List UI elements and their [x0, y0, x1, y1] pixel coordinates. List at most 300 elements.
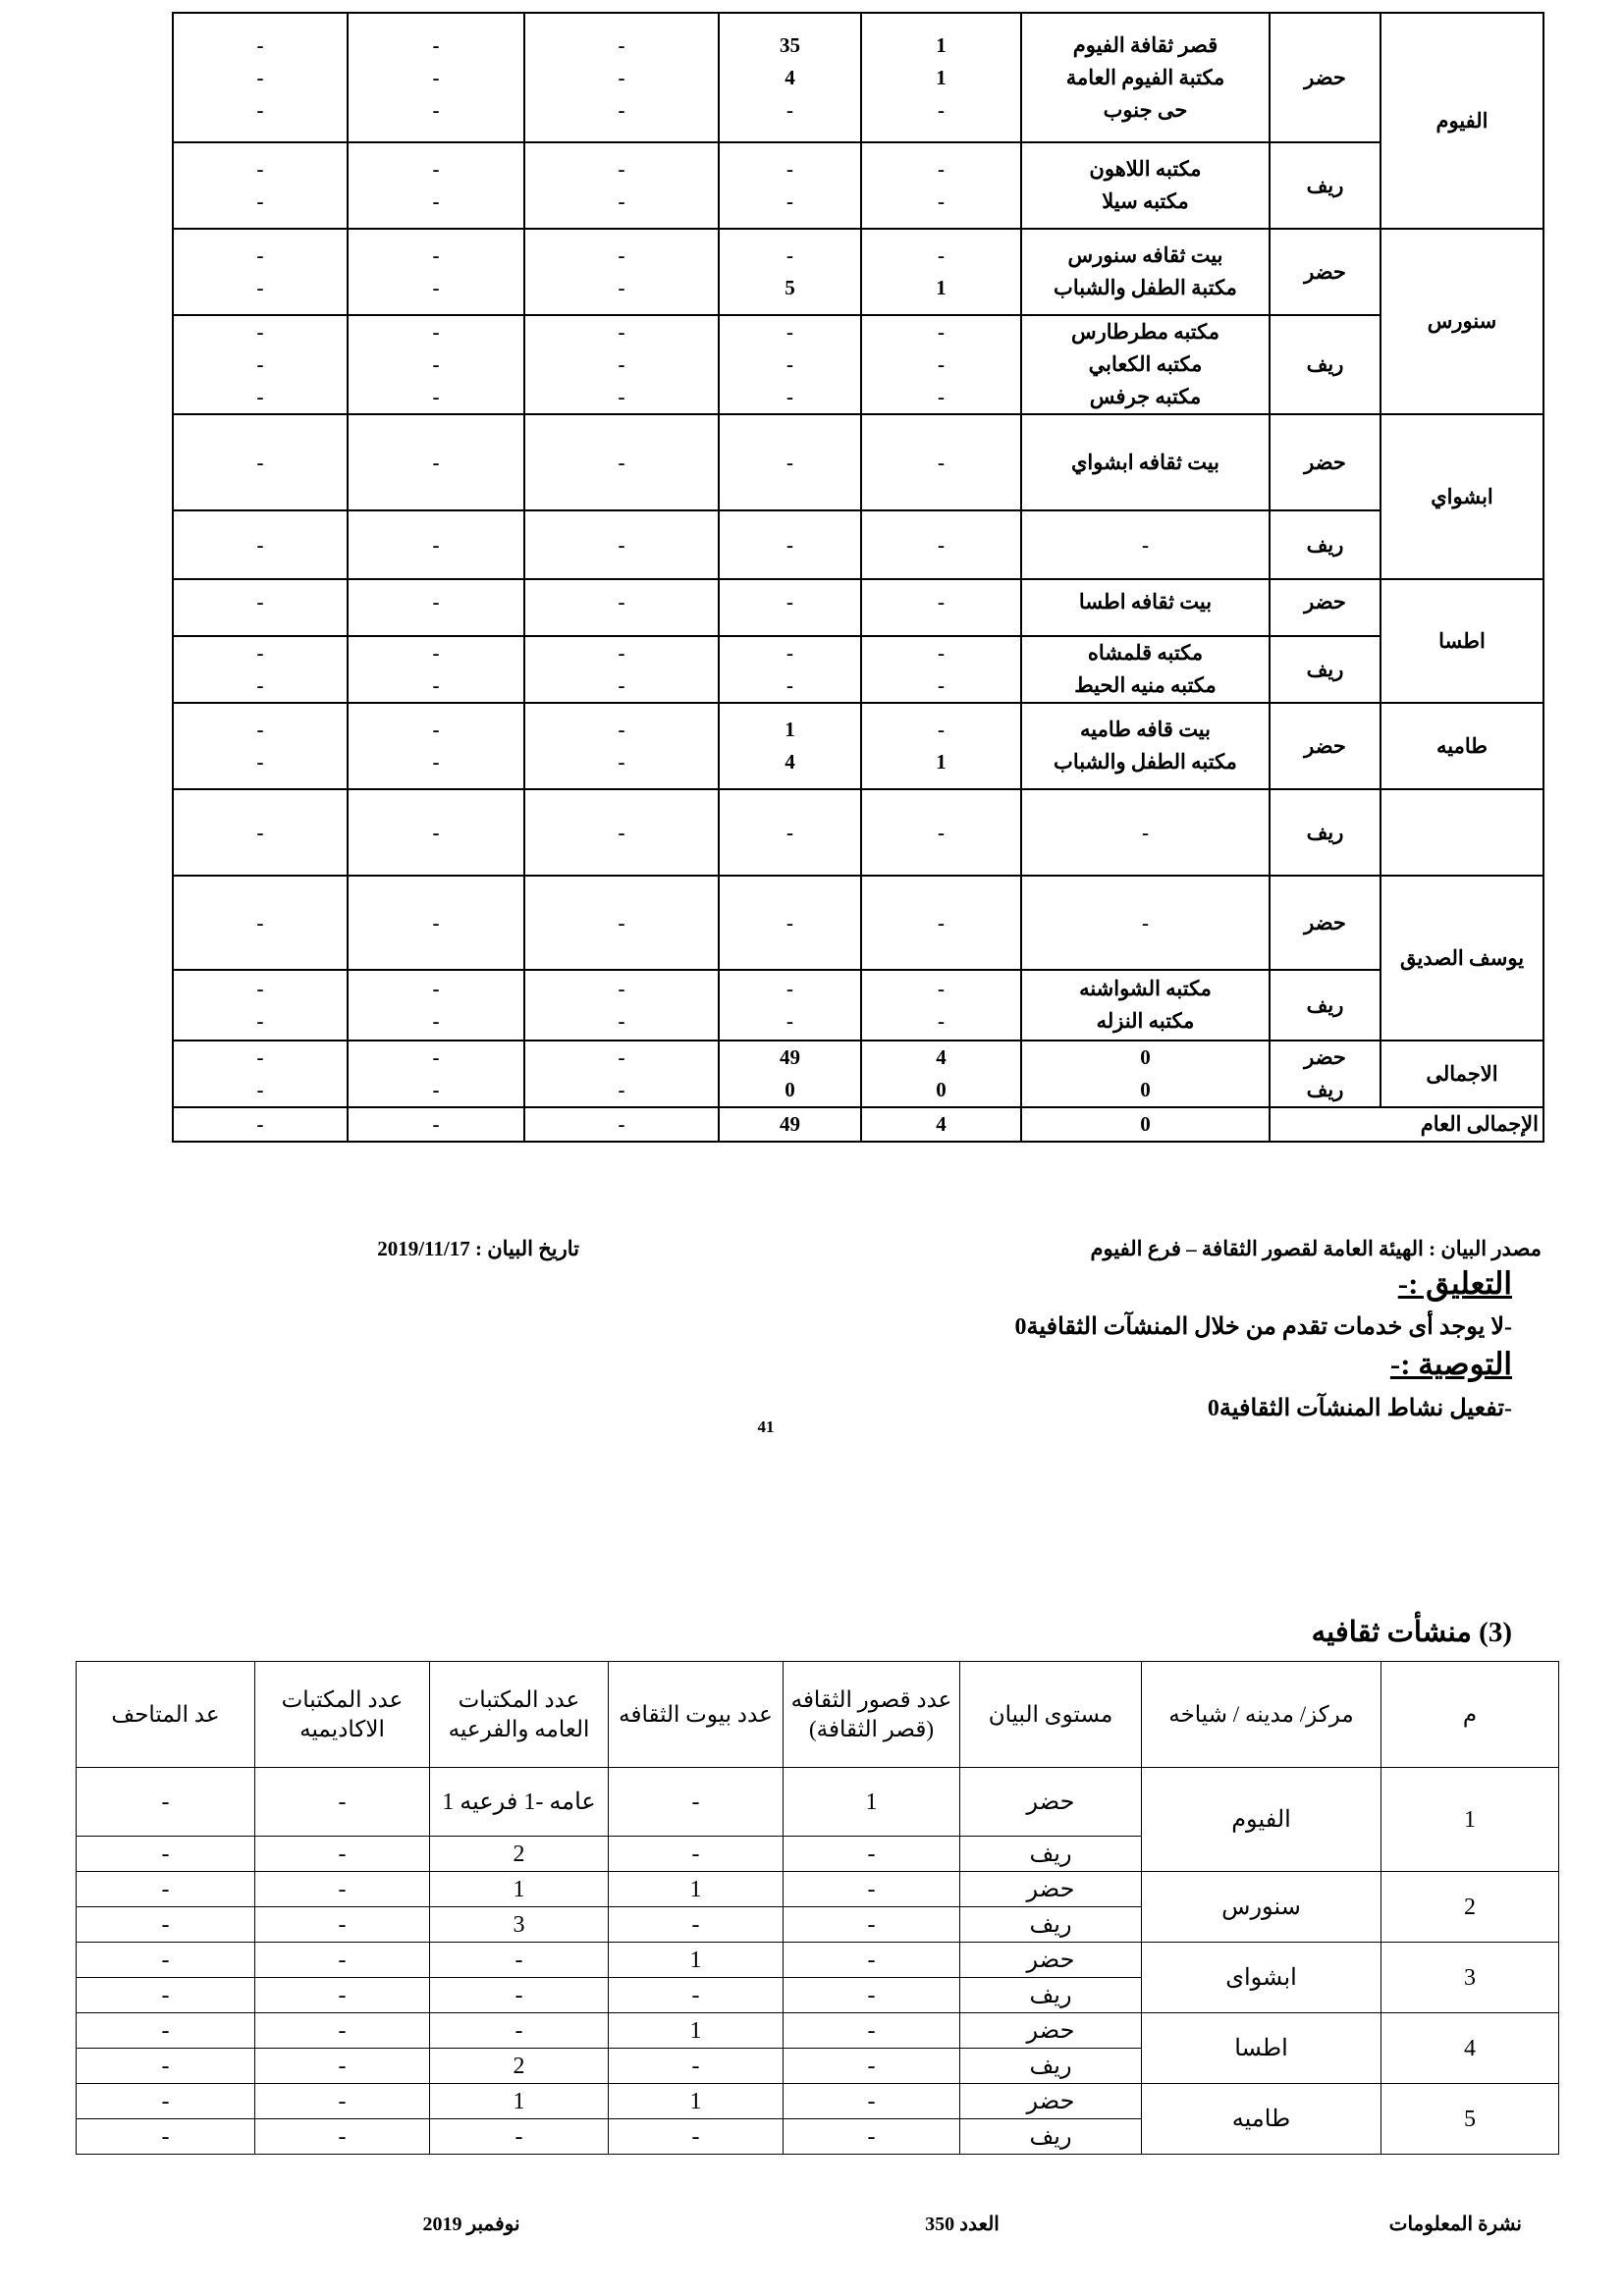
facility-name: مكتبه النزله [1096, 1009, 1195, 1033]
cell-value: - [432, 276, 440, 299]
cell-value: - [256, 1009, 264, 1033]
table2-title: (3) منشأت ثقافيه [1311, 1617, 1512, 1648]
cell-value: - [256, 385, 264, 408]
total-value: - [618, 1078, 625, 1101]
col2-value [719, 315, 861, 414]
cell-value: 4 [785, 750, 795, 774]
total-value: 0 [1140, 1078, 1151, 1101]
facility-name: - [1142, 532, 1149, 557]
table-row [173, 414, 1543, 510]
facility-name: - [1142, 820, 1149, 844]
culture-houses-count: - [609, 1837, 784, 1872]
cell-value: - [618, 97, 625, 122]
cell-value: - [618, 157, 625, 181]
data-level: حضر [960, 1768, 1142, 1837]
cell-value: - [786, 243, 793, 267]
col5-value [173, 414, 348, 510]
row-number: 2 [1381, 1872, 1559, 1943]
museums-count: - [77, 1978, 255, 2013]
cell-value: - [786, 97, 793, 122]
cell-value: - [432, 320, 440, 344]
cell-value: - [432, 718, 440, 741]
col2-value [719, 876, 861, 970]
total-value: - [618, 1045, 625, 1069]
col1-value [861, 876, 1021, 970]
cell-value: - [786, 1009, 793, 1033]
col4-value [348, 229, 524, 315]
col5-value [173, 876, 348, 970]
data-level: ريف [960, 1978, 1142, 2013]
col3-value [524, 13, 719, 142]
cell-value: - [786, 910, 793, 934]
cell-value: - [786, 320, 793, 344]
col5-value [173, 703, 348, 789]
grand-total-row [173, 1107, 1543, 1142]
public-libraries-count: 2 [430, 2049, 609, 2084]
col2-value [719, 142, 861, 229]
public-libraries-count: 1 عامه -1 فرعيه [430, 1768, 609, 1837]
cell-value: - [618, 532, 625, 557]
cell-value: - [256, 32, 264, 57]
facility-name: مكتبة الطفل والشباب [1054, 276, 1237, 299]
museums-count: - [77, 1872, 255, 1907]
col3-value [524, 510, 719, 579]
cell-value: 1 [936, 750, 947, 774]
district-name: ابشواى [1142, 1943, 1381, 2013]
cell-value: - [432, 65, 440, 89]
museums-count: - [77, 2049, 255, 2084]
total-value: 49 [780, 1045, 800, 1069]
comment-heading: التعليق :- [1397, 1266, 1512, 1301]
facility-names [1021, 510, 1270, 579]
culture-houses-count: 1 [609, 1872, 784, 1907]
facility-names [1021, 636, 1270, 703]
academic-libraries-count: - [255, 1872, 430, 1907]
col1-value [861, 1041, 1021, 1107]
district-name: طاميه [1142, 2084, 1381, 2155]
culture-palaces-count: - [784, 1978, 960, 2013]
public-libraries-count: - [430, 1943, 609, 1978]
cell-value: - [618, 320, 625, 344]
col2-value [719, 703, 861, 789]
recommendation-heading: التوصية :- [1389, 1347, 1512, 1381]
data-level: ريف [960, 1907, 1142, 1943]
cell-value: - [256, 65, 264, 89]
cell-value: - [432, 32, 440, 57]
header-number: م [1381, 1662, 1559, 1768]
museums-count: - [77, 2013, 255, 2049]
col5-value [173, 789, 348, 876]
facility-names [1021, 315, 1270, 414]
cell-value: - [938, 641, 945, 665]
cell-value: - [938, 820, 945, 844]
total-value: 0 [936, 1078, 947, 1101]
academic-libraries-count: - [255, 2049, 430, 2084]
culture-houses-count: 1 [609, 2013, 784, 2049]
cell-value: 1 [936, 276, 947, 299]
cell-value: - [786, 450, 793, 474]
academic-libraries-count: - [255, 2013, 430, 2049]
cell-value: - [938, 532, 945, 557]
total-level: ريف [1306, 1078, 1344, 1101]
data-level: ريف [1270, 789, 1380, 876]
cell-value: 1 [785, 718, 795, 741]
total-value: - [256, 1045, 264, 1069]
col1-value [861, 142, 1021, 229]
data-level: ريف [1270, 510, 1380, 579]
cell-value: - [256, 673, 264, 697]
header-museums: عد المتاحف [77, 1662, 255, 1768]
total-level: حضر [1304, 1045, 1346, 1069]
facility-names [1021, 229, 1270, 315]
cell-value: - [786, 673, 793, 697]
col4-value [348, 579, 524, 636]
culture-houses-count: - [609, 1978, 784, 2013]
academic-libraries-count: - [255, 1978, 430, 2013]
col3-value [524, 579, 719, 636]
culture-houses-count: 1 [609, 2084, 784, 2119]
museums-count: - [77, 1768, 255, 1837]
col5-value [173, 510, 348, 579]
row-number: 3 [1381, 1943, 1559, 2013]
table-row [173, 970, 1543, 1041]
data-level: ريف [960, 2049, 1142, 2084]
table-row [77, 1768, 1559, 1837]
cell-value: - [786, 157, 793, 181]
col1-value [861, 703, 1021, 789]
public-libraries-count: 3 [430, 1907, 609, 1943]
table-row [77, 1872, 1559, 1907]
district-name: يوسف الصديق [1380, 876, 1543, 1041]
cell-value: - [432, 641, 440, 665]
col3-value [524, 1041, 719, 1107]
col2-value [719, 1041, 861, 1107]
public-libraries-count: - [430, 1978, 609, 2013]
cell-value: - [256, 189, 264, 213]
cell-value: - [786, 189, 793, 213]
header-district: مركز/ مدينه / شياخه [1142, 1662, 1381, 1768]
cell-value: - [256, 641, 264, 665]
cell-value: - [432, 820, 440, 844]
cell-value: - [256, 590, 264, 614]
facility-name: مكتبه الطفل والشباب [1054, 750, 1237, 774]
culture-houses-count: - [609, 1907, 784, 1943]
cell-value: - [256, 718, 264, 741]
col4-value [348, 636, 524, 703]
cell-value: - [938, 189, 945, 213]
recommendation-text: -تفعيل نشاط المنشآت الثقافية0 [1207, 1396, 1512, 1421]
cell-value: - [432, 590, 440, 614]
cell-value: - [938, 590, 945, 614]
header-public-libraries: عدد المكتبات العامه والفرعيه [430, 1662, 609, 1768]
col3-value [524, 876, 719, 970]
cell-value: - [618, 189, 625, 213]
col1-value [861, 414, 1021, 510]
cell-value: - [938, 718, 945, 741]
data-date: تاريخ البيان : 2019/11/17 [377, 1237, 579, 1260]
col5-value [173, 315, 348, 414]
facility-names [1021, 414, 1270, 510]
cell-value: 5 [785, 276, 795, 299]
academic-libraries-count: - [255, 1907, 430, 1943]
table2-header-row [77, 1662, 1559, 1768]
cell-value: - [618, 243, 625, 267]
col1-value [861, 970, 1021, 1041]
cell-value: - [618, 352, 625, 376]
data-level: حضر [1270, 13, 1380, 142]
col3-value [524, 636, 719, 703]
col1-value [861, 229, 1021, 315]
cell-value: 1 [936, 32, 947, 57]
col4-value [348, 315, 524, 414]
col4-value [348, 970, 524, 1041]
header-culture-palaces: عدد قصور الثقافه (قصر الثقافة) [784, 1662, 960, 1768]
data-level: ريف [1270, 315, 1380, 414]
facility-name: قصر ثقافة الفيوم [1072, 32, 1218, 57]
table-row [173, 142, 1543, 229]
culture-palaces-count: 1 [784, 1768, 960, 1837]
district-name: سنورس [1380, 229, 1543, 414]
cell-value: - [938, 97, 945, 122]
cell-value: - [432, 532, 440, 557]
data-level: حضر [960, 1943, 1142, 1978]
museums-count: - [77, 1837, 255, 1872]
cell-value: - [256, 243, 264, 267]
col4-value [348, 510, 524, 579]
facility-name: بيت ثقافه سنورس [1067, 243, 1223, 267]
district-name: الفيوم [1380, 13, 1543, 229]
grand-total-label: الإجمالى العام [1270, 1107, 1543, 1142]
table-row [173, 13, 1543, 142]
facility-name: بيت ثقافه ابشواي [1071, 450, 1219, 474]
facility-names [1021, 142, 1270, 229]
col2-value [719, 636, 861, 703]
public-libraries-count: - [430, 2013, 609, 2049]
cell-value: - [432, 189, 440, 213]
cell-value: - [786, 385, 793, 408]
academic-libraries-count: - [255, 1837, 430, 1872]
cell-value: - [256, 352, 264, 376]
cell-value: - [256, 750, 264, 774]
col5-value [173, 1041, 348, 1107]
academic-libraries-count: - [255, 2119, 430, 2155]
data-level: ريف [960, 2119, 1142, 2155]
facility-names [1021, 970, 1270, 1041]
col5-value [173, 13, 348, 142]
facility-name: - [1142, 910, 1149, 934]
col1-value [861, 636, 1021, 703]
facility-name: مكتبه مطرطارس [1071, 320, 1219, 344]
footer-issue: العدد 350 [925, 2214, 1000, 2235]
grand-total-value: - [524, 1107, 719, 1142]
culture-palaces-count: - [784, 2084, 960, 2119]
total-value: - [432, 1078, 440, 1101]
museums-count: - [77, 1907, 255, 1943]
district-name: ابشواي [1380, 414, 1543, 579]
grand-total-value: - [173, 1107, 348, 1142]
data-level: حضر [1270, 876, 1380, 970]
cell-value: - [432, 750, 440, 774]
table-row [77, 2013, 1559, 2049]
col1-value [861, 510, 1021, 579]
culture-palaces-count: - [784, 2013, 960, 2049]
facility-name: مكتبه قلمشاه [1087, 641, 1204, 665]
facility-name: بيت ثقافه اطسا [1078, 590, 1213, 614]
cell-value: - [786, 352, 793, 376]
cell-value: - [618, 718, 625, 741]
col2-value [719, 414, 861, 510]
facility-names [1021, 13, 1270, 142]
cell-value: - [618, 977, 625, 1000]
cell-value: - [786, 590, 793, 614]
col4-value [348, 142, 524, 229]
cell-value: - [786, 977, 793, 1000]
col3-value [524, 414, 719, 510]
col4-value [348, 13, 524, 142]
cell-value: - [256, 320, 264, 344]
grand-total-value: 49 [719, 1107, 861, 1142]
grand-total-value: - [348, 1107, 524, 1142]
cell-value: 35 [780, 32, 800, 57]
col1-value [861, 789, 1021, 876]
header-academic-libraries: عدد المكتبات الاكاديميه [255, 1662, 430, 1768]
facility-name: مكتبه سيلا [1102, 189, 1189, 213]
facility-name: مكتبه جرفس [1089, 385, 1202, 408]
cell-value: - [618, 910, 625, 934]
culture-palaces-count: - [784, 1872, 960, 1907]
facility-names [1021, 876, 1270, 970]
cell-value: - [432, 352, 440, 376]
total-facilities [1021, 1041, 1270, 1107]
col1-value [861, 315, 1021, 414]
total-label: الاجمالى [1380, 1041, 1543, 1107]
table-row [77, 1943, 1559, 1978]
data-level: حضر [1270, 703, 1380, 789]
cell-value: - [432, 673, 440, 697]
cell-value: - [432, 977, 440, 1000]
table-row [173, 510, 1543, 579]
data-level: حضر [1270, 579, 1380, 636]
page-number: 41 [757, 1417, 775, 1436]
data-level: ريف [1270, 636, 1380, 703]
cell-value: - [618, 65, 625, 89]
col2-value [719, 13, 861, 142]
cell-value: - [256, 820, 264, 844]
facility-names [1021, 789, 1270, 876]
table-row [173, 789, 1543, 876]
public-libraries-count: 1 [430, 1872, 609, 1907]
col1-value [861, 579, 1021, 636]
header-data-level: مستوى البيان [960, 1662, 1142, 1768]
cell-value: - [938, 243, 945, 267]
col5-value [173, 142, 348, 229]
col1-value [861, 13, 1021, 142]
cell-value: - [432, 450, 440, 474]
facility-names [1021, 703, 1270, 789]
culture-palaces-count: - [784, 2119, 960, 2155]
facility-name: مكتبة الفيوم العامة [1065, 65, 1225, 89]
col4-value [348, 1041, 524, 1107]
culture-palaces-count: - [784, 1837, 960, 1872]
col4-value [348, 703, 524, 789]
cell-value: - [618, 673, 625, 697]
culture-houses-count: - [609, 1768, 784, 1837]
facilities-table-continued [172, 12, 1544, 1143]
facility-name: حى جنوب [1103, 97, 1188, 122]
col2-value [719, 229, 861, 315]
table-row [173, 876, 1543, 970]
row-number: 1 [1381, 1768, 1559, 1872]
table-row [173, 229, 1543, 315]
cell-value: - [256, 276, 264, 299]
cell-value: - [256, 450, 264, 474]
academic-libraries-count: - [255, 1943, 430, 1978]
district-name: طاميه [1380, 703, 1543, 789]
cell-value: - [256, 910, 264, 934]
col3-value [524, 789, 719, 876]
col4-value [348, 876, 524, 970]
facility-names [1021, 579, 1270, 636]
cell-value: - [938, 673, 945, 697]
table-row [77, 2084, 1559, 2119]
total-row [173, 1041, 1543, 1107]
cell-value: - [786, 532, 793, 557]
district-name [1380, 789, 1543, 876]
data-level: ريف [1270, 142, 1380, 229]
cell-value: - [938, 977, 945, 1000]
culture-houses-count: - [609, 2119, 784, 2155]
total-value: 4 [936, 1045, 947, 1069]
table-row [173, 703, 1543, 789]
total-value: 0 [785, 1078, 795, 1101]
district-name: اطسا [1380, 579, 1543, 703]
data-level: ريف [960, 1837, 1142, 1872]
cell-value: - [432, 1009, 440, 1033]
cell-value: - [938, 1009, 945, 1033]
col2-value [719, 789, 861, 876]
facility-name: مكتبه منيه الحيط [1074, 673, 1217, 697]
col4-value [348, 789, 524, 876]
total-value: - [256, 1078, 264, 1101]
facility-name: بيت قافه طاميه [1080, 718, 1211, 741]
cell-value: - [256, 157, 264, 181]
data-level: حضر [1270, 229, 1380, 315]
cell-value: - [938, 910, 945, 934]
data-level: ريف [1270, 970, 1380, 1041]
academic-libraries-count: - [255, 2084, 430, 2119]
col3-value [524, 229, 719, 315]
total-value: - [432, 1045, 440, 1069]
cell-value: - [938, 450, 945, 474]
culture-palaces-count: - [784, 1943, 960, 1978]
col4-value [348, 414, 524, 510]
col5-value [173, 579, 348, 636]
data-level: حضر [960, 2013, 1142, 2049]
cell-value: - [618, 276, 625, 299]
public-libraries-count: - [430, 2119, 609, 2155]
cell-value: - [618, 820, 625, 844]
cell-value: - [618, 1009, 625, 1033]
grand-total-value: 0 [1021, 1107, 1270, 1142]
cultural-facilities-table [76, 1661, 1559, 2155]
total-levels [1270, 1041, 1380, 1107]
table-row [173, 315, 1543, 414]
cell-value: - [618, 32, 625, 57]
col2-value [719, 579, 861, 636]
data-level: حضر [960, 2084, 1142, 2119]
col3-value [524, 703, 719, 789]
district-name: الفيوم [1142, 1768, 1381, 1872]
